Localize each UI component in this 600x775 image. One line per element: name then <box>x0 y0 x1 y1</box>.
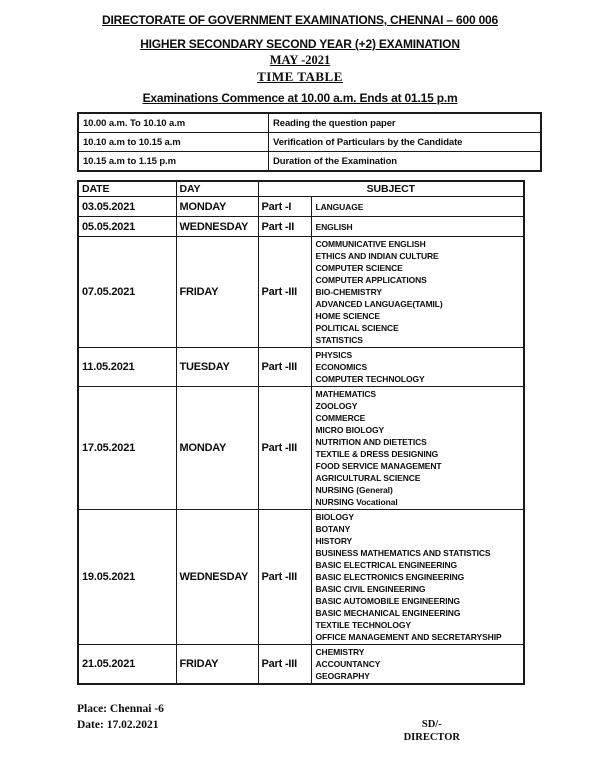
subject-line: LANGUAGE <box>315 201 364 212</box>
exam-subjects-cell <box>311 197 524 217</box>
exam-subjects-cell <box>311 217 524 237</box>
exam-date-cell: 07.05.2021 <box>78 237 176 348</box>
exam-month-year: MAY -2021 <box>269 53 331 67</box>
exam-part-cell: Part -III <box>258 510 311 645</box>
subject-line: COMPUTER TECHNOLOGY <box>315 374 425 384</box>
date-line: Date: 17.02.2021 <box>77 719 159 731</box>
exam-row <box>78 197 524 217</box>
directorate-title: DIRECTORATE OF GOVERNMENT EXAMINATIONS, CHENNAI – 600 006 <box>102 13 498 27</box>
exam-row <box>78 348 524 387</box>
subject-line: AGRICULTURAL SCIENCE <box>315 473 421 483</box>
subject-line: PHYSICS <box>315 350 353 360</box>
exam-day-cell: TUESDAY <box>176 348 258 387</box>
signature-director: DIRECTOR <box>403 732 460 743</box>
exam-date-cell: 05.05.2021 <box>78 217 176 237</box>
subject-line: STATISTICS <box>315 335 363 345</box>
subject-line: HOME SCIENCE <box>315 311 380 321</box>
session-row <box>78 133 541 152</box>
col-header-day: DAY <box>176 181 258 197</box>
exam-subjects-cell <box>311 510 524 645</box>
session-time: 10.10 a.m to 10.15 a.m <box>78 133 269 152</box>
subject-line: ZOOLOGY <box>315 401 358 411</box>
exam-timing-note: Examinations Commence at 10.00 a.m. Ends at 01.15 p.m <box>142 91 458 105</box>
subject-line: MATHEMATICS <box>315 389 376 399</box>
subject-line: POLITICAL SCIENCE <box>315 323 399 333</box>
subject-line: FOOD SERVICE MANAGEMENT <box>315 461 442 471</box>
exam-part-cell: Part -III <box>258 387 311 510</box>
session-time: 10.00 a.m. To 10.10 a.m <box>78 113 269 133</box>
exam-dates-table <box>77 180 525 685</box>
session-schedule-table <box>77 112 542 172</box>
exam-subjects-cell <box>311 348 524 387</box>
exam-part-cell: Part -III <box>258 237 311 348</box>
subject-line: BASIC ELECTRICAL ENGINEERING <box>315 560 458 570</box>
subject-line: COMMUNICATIVE ENGLISH <box>315 239 426 249</box>
subject-line: ECONOMICS <box>315 362 368 372</box>
subject-line: CHEMISTRY <box>315 647 365 657</box>
exam-date-cell: 21.05.2021 <box>78 645 176 685</box>
subject-line: OFFICE MANAGEMENT AND SECRETARYSHIP <box>315 632 502 642</box>
exam-day-cell: MONDAY <box>176 197 258 217</box>
subject-line: BIO-CHEMISTRY <box>315 287 382 297</box>
exam-part-cell: Part -III <box>258 645 311 685</box>
exam-day-cell: WEDNESDAY <box>176 510 258 645</box>
exam-row <box>78 387 524 510</box>
subject-line: NUTRITION AND DIETETICS <box>315 437 427 447</box>
exam-part-cell: Part -II <box>258 217 311 237</box>
subject-line: TEXTILE & DRESS DESIGNING <box>315 449 439 459</box>
exam-part-cell: Part -III <box>258 348 311 387</box>
examination-title: HIGHER SECONDARY SECOND YEAR (+2) EXAMINATION <box>140 37 460 51</box>
signature-sd: SD/- <box>421 719 442 730</box>
place-line: Place: Chennai -6 <box>77 703 164 715</box>
exam-subjects-cell <box>311 237 524 348</box>
session-activity: Duration of the Examination <box>269 152 542 172</box>
table-header-row <box>78 181 524 197</box>
subject-line: COMMERCE <box>315 413 366 423</box>
subject-line: BASIC CIVIL ENGINEERING <box>315 584 426 594</box>
exam-date-cell: 11.05.2021 <box>78 348 176 387</box>
subject-line: NURSING Vocational <box>315 497 398 507</box>
subject-line: BUSINESS MATHEMATICS AND STATISTICS <box>315 548 491 558</box>
subject-line: BASIC AUTOMOBILE ENGINEERING <box>315 596 461 606</box>
exam-row <box>78 645 524 685</box>
subject-line: BOTANY <box>315 524 351 534</box>
subject-line: ENGLISH <box>315 221 353 232</box>
exam-day-cell: MONDAY <box>176 387 258 510</box>
exam-date-cell: 19.05.2021 <box>78 510 176 645</box>
exam-day-cell: WEDNESDAY <box>176 217 258 237</box>
exam-subjects-cell <box>311 645 524 685</box>
exam-day-cell: FRIDAY <box>176 237 258 348</box>
exam-row <box>78 217 524 237</box>
subject-line: GEOGRAPHY <box>315 671 370 681</box>
session-row <box>78 113 541 133</box>
exam-day-cell: FRIDAY <box>176 645 258 685</box>
exam-part-cell: Part -I <box>258 197 311 217</box>
exam-row <box>78 510 524 645</box>
subject-line: ACCOUNTANCY <box>315 659 381 669</box>
subject-line: TEXTILE TECHNOLOGY <box>315 620 411 630</box>
subject-line: COMPUTER SCIENCE <box>315 263 403 273</box>
col-header-date: DATE <box>78 181 176 197</box>
exam-date-cell: 03.05.2021 <box>78 197 176 217</box>
exam-row <box>78 237 524 348</box>
subject-line: ETHICS AND INDIAN CULTURE <box>315 251 439 261</box>
subject-line: ADVANCED LANGUAGE(TAMIL) <box>315 299 443 309</box>
session-activity: Verification of Particulars by the Candidate <box>269 133 542 152</box>
session-time: 10.15 a.m to 1.15 p.m <box>78 152 269 172</box>
document-footer <box>77 701 523 744</box>
session-activity: Reading the question paper <box>269 113 542 133</box>
subject-line: COMPUTER APPLICATIONS <box>315 275 427 285</box>
subject-line: NURSING (General) <box>315 485 393 495</box>
subject-line: HISTORY <box>315 536 353 546</box>
exam-date-cell: 17.05.2021 <box>78 387 176 510</box>
col-header-subject: SUBJECT <box>258 181 524 197</box>
subject-line: BIOLOGY <box>315 512 354 522</box>
session-row <box>78 152 541 172</box>
subject-line: MICRO BIOLOGY <box>315 425 385 435</box>
subject-line: BASIC ELECTRONICS ENGINEERING <box>315 572 465 582</box>
exam-subjects-cell <box>311 387 524 510</box>
subject-line: BASIC MECHANICAL ENGINEERING <box>315 608 461 618</box>
time-table-heading: TIME TABLE <box>257 69 343 84</box>
